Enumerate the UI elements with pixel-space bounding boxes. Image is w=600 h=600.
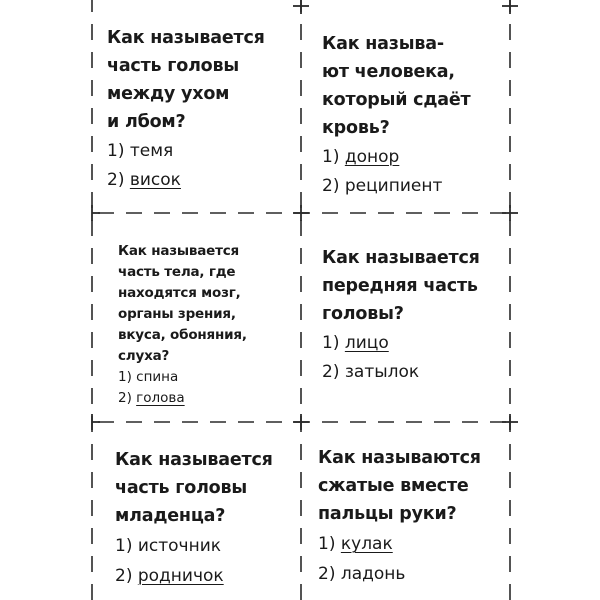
answer-option-1: 1) донор — [322, 147, 400, 167]
quiz-card-4 — [322, 244, 512, 386]
answer-option-2: 2) ладонь — [318, 564, 406, 584]
correct-answer: лицо — [344, 333, 389, 353]
correct-answer: висок — [129, 170, 181, 190]
answer-option-2: 2) родничок — [115, 566, 224, 586]
cross-mark-row1-middle — [293, 205, 309, 221]
cross-mark-top-right — [502, 0, 518, 14]
cross-mark-row2-middle — [293, 414, 309, 430]
card-question: Как называется часть тела, где находятся мозг, органы зрения, вкуса, обоняния, слуха? — [118, 243, 247, 364]
tick-mark-row1-left — [92, 205, 100, 221]
quiz-card-5 — [115, 446, 295, 590]
answer-option-1: 1) лицо — [322, 333, 389, 353]
card-question: Как называются сжатые вместе пальцы руки? — [318, 448, 481, 524]
answer-option-1: 1) спина — [118, 369, 179, 385]
correct-answer: голова — [136, 390, 185, 406]
cross-mark-row1-right — [502, 205, 518, 221]
answer-option-1: 1) кулак — [318, 534, 393, 554]
correct-answer: донор — [344, 147, 400, 167]
tick-mark-row2-left — [92, 414, 100, 430]
card-question: Как называется часть головы младенца? — [115, 450, 273, 526]
card-question: Как называется передняя часть головы? — [322, 248, 480, 324]
answer-option-2: 2) реципиент — [322, 176, 443, 196]
quiz-card-1 — [107, 24, 287, 194]
cross-mark-row2-right — [502, 414, 518, 430]
answer-option-2: 2) голова — [118, 390, 185, 406]
correct-answer: кулак — [340, 534, 393, 554]
answer-option-2: 2) висок — [107, 170, 181, 190]
cross-mark-top-middle — [293, 0, 309, 14]
answer-option-2: 2) затылок — [322, 362, 420, 382]
card-question: Как называется часть головы между ухом и лбом? — [107, 28, 265, 132]
card-question: Как называ- ют человека, который сдаёт кровь? — [322, 34, 471, 138]
answer-option-1: 1) темя — [107, 141, 174, 161]
answer-option-1: 1) источник — [115, 536, 222, 556]
quiz-card-3 — [118, 241, 293, 409]
quiz-card-2 — [322, 30, 512, 200]
correct-answer: родничок — [137, 566, 224, 586]
quiz-card-6 — [318, 444, 513, 588]
